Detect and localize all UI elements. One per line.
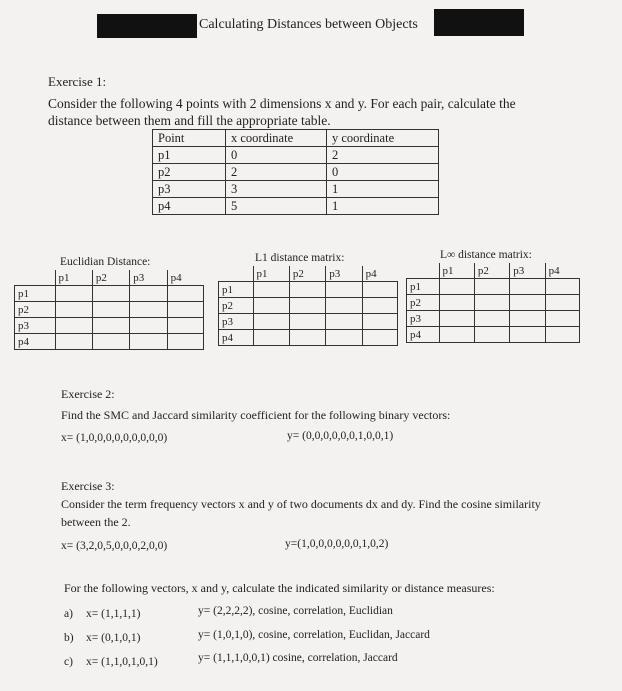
ex4-item-c-y: y= (1,1,1,0,0,1) cosine, correlation, Jaccard (198, 652, 398, 664)
cell (253, 314, 289, 330)
cell (92, 302, 129, 318)
cell (510, 295, 545, 311)
col-header: p4 (167, 270, 203, 286)
col-header: p3 (326, 266, 362, 282)
cell (362, 314, 397, 330)
ex4-intro: For the following vectors, x and y, calculate the indicated similarity or distance measures: (64, 581, 495, 595)
cell (326, 330, 362, 346)
cell (92, 286, 129, 302)
ex4-item-a-x: x= (1,1,1,1) (86, 608, 141, 620)
table-row (153, 198, 439, 215)
ex4-item-b-x: x= (0,1,0,1) (86, 632, 141, 644)
points-table (152, 129, 439, 215)
col-header: p4 (362, 266, 397, 282)
cell (362, 298, 397, 314)
corner-cell (407, 263, 440, 279)
l1-label: L1 distance matrix: (255, 252, 345, 264)
cell (167, 286, 203, 302)
redaction-left (97, 14, 197, 38)
cell (289, 282, 325, 298)
cell (510, 279, 545, 295)
row-header: p3 (219, 314, 254, 330)
point-name: p3 (153, 181, 226, 198)
table-row (407, 311, 580, 327)
point-y: 1 (327, 181, 439, 198)
ex2-y-vector: y= (0,0,0,0,0,0,1,0,0,1) (287, 430, 394, 442)
table-row (219, 298, 398, 314)
row-header: p2 (219, 298, 254, 314)
cell (326, 282, 362, 298)
row-header: p4 (407, 327, 440, 343)
row-header: p1 (407, 279, 440, 295)
cell (545, 295, 579, 311)
cell (289, 314, 325, 330)
ex2-line: Find the SMC and Jaccard similarity coefficient for the following binary vectors: (61, 408, 451, 422)
ex3-y-vector: y=(1,0,0,0,0,0,0,1,0,2) (285, 538, 389, 550)
col-header: p2 (289, 266, 325, 282)
header-y: y coordinate (327, 130, 439, 147)
cell (362, 282, 397, 298)
corner-cell (219, 266, 254, 282)
header-x: x coordinate (226, 130, 327, 147)
ex3-line2: between the 2. (61, 515, 131, 529)
cell (439, 295, 474, 311)
table-row (15, 286, 204, 302)
point-name: p4 (153, 198, 226, 215)
table-row (219, 330, 398, 346)
cell (474, 311, 509, 327)
table-row (153, 147, 439, 164)
euclid-label: Euclidian Distance: (60, 256, 151, 268)
cell (55, 286, 92, 302)
linf-label: L∞ distance matrix: (440, 249, 532, 261)
ex4-item-b-label: b) (64, 632, 74, 644)
cell (289, 298, 325, 314)
ex4-item-c-label: c) (64, 656, 73, 668)
cell (362, 330, 397, 346)
cell (439, 311, 474, 327)
cell (474, 295, 509, 311)
table-row (407, 279, 580, 295)
cell (510, 327, 545, 343)
col-header: p3 (130, 270, 167, 286)
point-x: 3 (226, 181, 327, 198)
point-x: 2 (226, 164, 327, 181)
col-header: p1 (55, 270, 92, 286)
col-header: p1 (439, 263, 474, 279)
row-header: p2 (15, 302, 56, 318)
cell (289, 330, 325, 346)
cell (439, 279, 474, 295)
row-header: p3 (407, 311, 440, 327)
col-header: p4 (545, 263, 579, 279)
linf-matrix (406, 263, 580, 343)
ex1-heading: Exercise 1: (48, 74, 107, 89)
table-row (15, 334, 204, 350)
col-header: p1 (253, 266, 289, 282)
cell (253, 330, 289, 346)
row-header: p1 (219, 282, 254, 298)
cell (545, 311, 579, 327)
cell (326, 314, 362, 330)
cell (130, 302, 167, 318)
cell (167, 334, 203, 350)
cell (439, 327, 474, 343)
table-row (153, 181, 439, 198)
ex2-heading: Exercise 2: (61, 387, 115, 401)
points-header-row (153, 130, 439, 147)
row-header: p1 (15, 286, 56, 302)
row-header: p3 (15, 318, 56, 334)
redaction-right (434, 9, 524, 36)
cell (510, 311, 545, 327)
table-row (219, 314, 398, 330)
col-header: p2 (92, 270, 129, 286)
cell (130, 318, 167, 334)
page-title: Calculating Distances between Objects (199, 17, 418, 32)
cell (55, 334, 92, 350)
table-row (15, 302, 204, 318)
point-name: p2 (153, 164, 226, 181)
point-x: 0 (226, 147, 327, 164)
ex1-line1: Consider the following 4 points with 2 dimensions x and y. For each pair, calculate the (48, 96, 516, 111)
cell (545, 327, 579, 343)
cell (130, 286, 167, 302)
ex2-x-vector: x= (1,0,0,0,0,0,0,0,0,0) (61, 432, 168, 444)
point-x: 5 (226, 198, 327, 215)
cell (545, 279, 579, 295)
row-header: p2 (407, 295, 440, 311)
ex1-line2: distance between them and fill the appropriate table. (48, 113, 331, 128)
cell (92, 318, 129, 334)
ex3-x-vector: x= (3,2,0,5,0,0,0,2,0,0) (61, 540, 168, 552)
cell (474, 327, 509, 343)
col-header: p3 (510, 263, 545, 279)
ex3-heading: Exercise 3: (61, 479, 115, 493)
table-row (407, 263, 580, 279)
point-name: p1 (153, 147, 226, 164)
cell (253, 298, 289, 314)
cell (167, 318, 203, 334)
ex4-item-a-label: a) (64, 608, 73, 620)
row-header: p4 (219, 330, 254, 346)
cell (130, 334, 167, 350)
cell (253, 282, 289, 298)
cell (326, 298, 362, 314)
col-header: p2 (474, 263, 509, 279)
cell (167, 302, 203, 318)
point-y: 2 (327, 147, 439, 164)
table-row (153, 164, 439, 181)
table-row (407, 327, 580, 343)
cell (474, 279, 509, 295)
header-point: Point (153, 130, 226, 147)
ex4-item-b-y: y= (1,0,1,0), cosine, correlation, Euclidan, Jaccard (198, 629, 430, 641)
table-row (219, 282, 398, 298)
ex4-item-c-x: x= (1,1,0,1,0,1) (86, 656, 158, 668)
l1-matrix (218, 266, 398, 346)
corner-cell (15, 270, 56, 286)
point-y: 0 (327, 164, 439, 181)
ex3-line1: Consider the term frequency vectors x and y of two documents dx and dy. Find the cosine similarity (61, 497, 541, 511)
table-row (15, 270, 204, 286)
cell (55, 302, 92, 318)
row-header: p4 (15, 334, 56, 350)
table-row (407, 295, 580, 311)
table-row (219, 266, 398, 282)
euclid-matrix (14, 270, 204, 350)
ex4-item-a-y: y= (2,2,2,2), cosine, correlation, Euclidian (198, 605, 393, 617)
cell (55, 318, 92, 334)
point-y: 1 (327, 198, 439, 215)
table-row (15, 318, 204, 334)
cell (92, 334, 129, 350)
